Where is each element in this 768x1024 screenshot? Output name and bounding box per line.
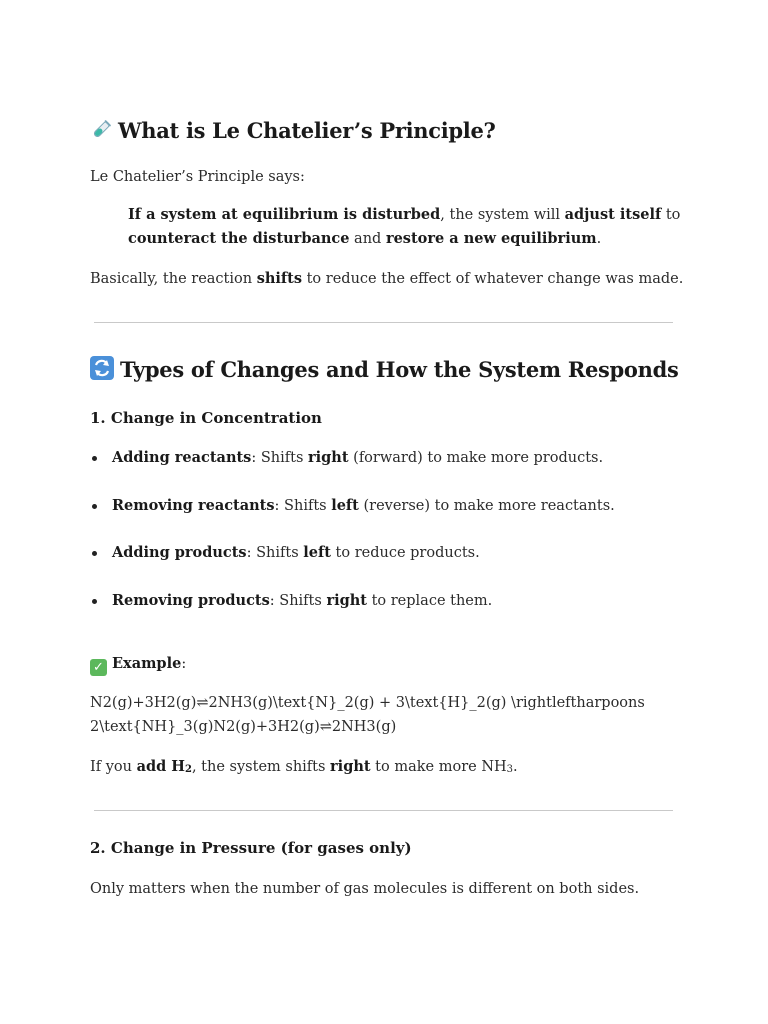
item-bold: Adding products	[112, 544, 247, 561]
intro-text: Le Chatelier’s Principle says:	[90, 169, 305, 185]
result-part: , the system shifts	[191, 759, 331, 775]
check-mark-icon: ✓	[90, 659, 107, 676]
example-colon: :	[181, 656, 187, 672]
section-title: Types of Changes and How the System Responds	[120, 357, 679, 382]
subheading-pressure: 2. Change in Pressure (for gases only)	[90, 839, 412, 857]
item-direction: left	[303, 544, 331, 561]
bullet-icon	[92, 504, 97, 509]
bullet-icon	[92, 551, 97, 556]
item-text: to reduce products.	[330, 545, 480, 561]
item-text: (forward) to make more products.	[348, 450, 604, 466]
result-part: If you	[90, 759, 137, 775]
quote-text-6: and	[349, 231, 386, 247]
item-text: : Shifts	[274, 498, 332, 514]
basically-part-1: Basically, the reaction	[90, 271, 257, 287]
basically-bold: shifts	[256, 270, 302, 287]
item-text: to replace them.	[366, 593, 493, 609]
item-text: (reverse) to make more reactants.	[358, 498, 615, 514]
list-item	[112, 541, 480, 565]
basically-part-3: to reduce the effect of whatever change was made.	[302, 271, 684, 287]
item-direction: left	[331, 497, 359, 514]
quote-text-2: , the system will	[440, 207, 565, 223]
quote-bold-3: adjust itself	[564, 206, 662, 223]
item-text: : Shifts	[251, 450, 309, 466]
result-part: .	[513, 759, 518, 775]
subheading-concentration: 1. Change in Concentration	[90, 409, 322, 427]
divider	[94, 322, 673, 323]
result-bold: add H	[136, 758, 185, 775]
principle-quote	[128, 203, 680, 251]
equation-line-1: N2(g)+3H2(g)⇌2NH3(g)\text{N}_2(g) + 3\text{H}_2(g) \rightleftharpoons	[90, 695, 645, 711]
quote-bold-7: restore a new equilibrium	[385, 230, 597, 247]
quote-text-8: .	[596, 231, 602, 247]
quote-bold-1: If a system at equilibrium is disturbed	[128, 206, 441, 223]
item-direction: right	[326, 592, 367, 609]
result-part: to make more NH	[370, 759, 507, 775]
example-result	[90, 755, 518, 782]
bullet-icon	[92, 599, 97, 604]
result-bold: right	[330, 758, 371, 775]
list-item	[112, 446, 603, 470]
arrows-cycle-icon	[90, 356, 114, 385]
example-bold: Example	[112, 655, 182, 672]
bullet-icon	[92, 456, 97, 461]
quote-text-4: to	[661, 207, 681, 223]
section-title: What is Le Chatelier’s Principle?	[118, 118, 496, 143]
equation-line-2: 2\text{NH}_3(g)N2(g)+3H2(g)⇌2NH3(g)	[90, 719, 397, 735]
result-subscript: 2	[185, 764, 192, 775]
item-bold: Removing products	[112, 592, 270, 609]
item-direction: right	[308, 449, 349, 466]
example-label	[90, 652, 186, 676]
list-item	[112, 494, 615, 518]
section-heading-types	[90, 356, 679, 385]
test-tube-icon	[90, 119, 112, 146]
result-subscript: 3	[506, 764, 514, 775]
item-text: : Shifts	[269, 593, 327, 609]
item-bold: Removing reactants	[112, 497, 275, 514]
section-heading-principle	[90, 118, 496, 146]
pressure-text: Only matters when the number of gas molecules is different on both sides.	[90, 881, 640, 897]
item-text: : Shifts	[246, 545, 304, 561]
item-bold: Adding reactants	[112, 449, 252, 466]
list-item	[112, 589, 492, 613]
quote-bold-5: counteract the disturbance	[128, 230, 350, 247]
divider	[94, 810, 673, 811]
basically-text	[90, 267, 683, 291]
